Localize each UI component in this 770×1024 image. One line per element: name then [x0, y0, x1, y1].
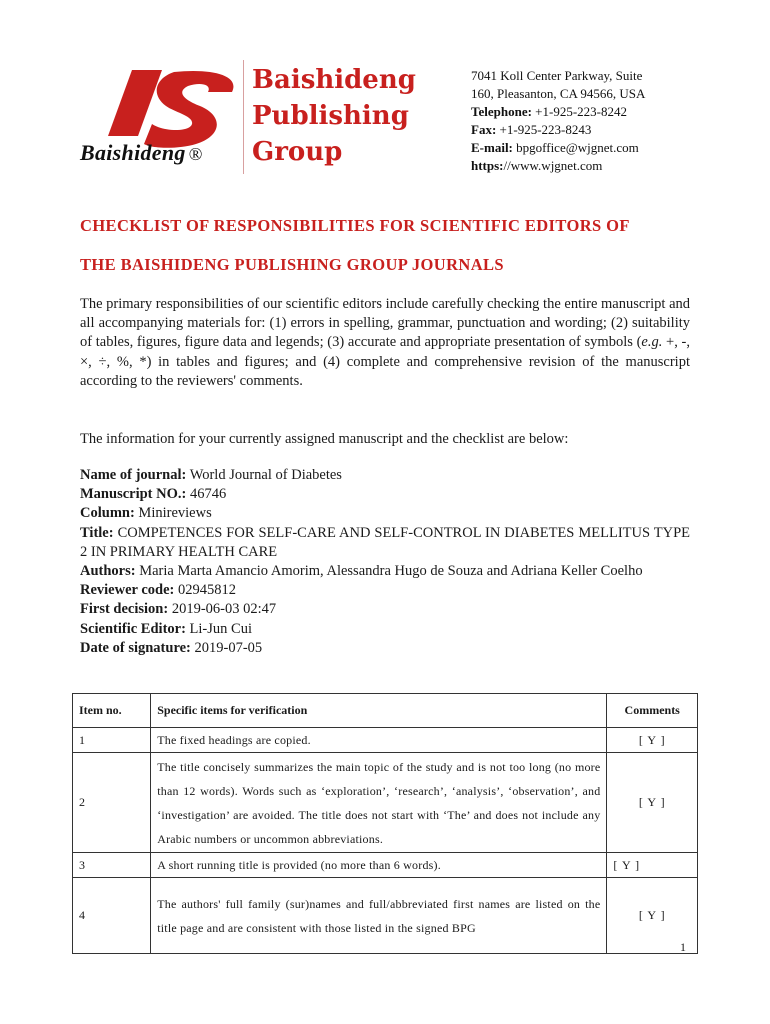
- fax: Fax: +1-925-223-8243: [471, 122, 592, 137]
- item-no: 2: [73, 753, 151, 853]
- decision-row: First decision: 2019-06-03 02:47: [80, 601, 277, 618]
- address-line: 7041 Koll Center Parkway, Suite: [471, 68, 643, 83]
- header-comments: Comments: [607, 694, 698, 728]
- title-row: Title: COMPETENCES FOR SELF-CARE AND SELF-CONTROL IN DIABETES MELLITUS TYPE 2 IN PRIMARY HEALTH CARE: [80, 524, 691, 560]
- title-line: CHECKLIST OF RESPONSIBILITIES FOR SCIENTIFIC EDITORS OF: [80, 216, 630, 235]
- item-text: The fixed headings are copied.: [151, 728, 607, 753]
- document-title: [80, 206, 692, 284]
- item-no: 4: [73, 878, 151, 954]
- page-number: 1: [680, 940, 686, 954]
- website: https://www.wjgnet.com: [471, 158, 603, 173]
- brand-line: Baishideng: [252, 65, 416, 95]
- item-comment: [ Y ]: [607, 728, 698, 753]
- column-row: Column: Minireviews: [80, 505, 212, 522]
- brand-name: [252, 62, 416, 170]
- item-comment: [ Y ]: [607, 878, 698, 954]
- website-link[interactable]: //www.wjgnet.com: [503, 158, 603, 173]
- logo-wordmark: Baishideng ®: [80, 140, 203, 165]
- header-specific-items: Specific items for verification: [151, 694, 607, 728]
- item-comment: [ Y ]: [607, 853, 698, 878]
- telephone: Telephone: +1-925-223-8242: [471, 104, 627, 119]
- email: E-mail: bpgoffice@wjgnet.com: [471, 140, 639, 155]
- table-header-row: [73, 694, 698, 728]
- brand-line: Publishing: [252, 101, 409, 131]
- logo-divider: [243, 60, 244, 174]
- item-text: The title concisely summarizes the main topic of the study and is not too long (no more than 12 words). Words such as ‘exploration’, ‘research’, ‘analysis’, ‘observation’, and ‘investigation’ are avoided. The title does not start with ‘The’ and does not include any Arabic numbers or uncommon abbreviations.: [151, 753, 607, 853]
- journal-row: Name of journal: World Journal of Diabetes: [80, 467, 342, 483]
- manuscript-info: [80, 466, 690, 658]
- intro-paragraph: The primary responsibilities of our scientific editors include carefully checking the entire manuscript and all accompanying materials for: (1) errors in spelling, grammar, punctuation and wording; (2) suitability of tables, figures, figure data and legends; (3) accurate and appropriate presentation of symbols (e.g. +, -, ×, ÷, %, *) in tables and figures; and (4) complete and comprehensive revision of the manuscript according to the reviewers' comments.: [80, 296, 691, 389]
- table-row: [73, 878, 698, 954]
- contact-block: [471, 67, 645, 175]
- reviewer-row: Reviewer code: 02945812: [80, 582, 236, 599]
- header-item-no: Item no.: [73, 694, 151, 728]
- manuscript-no-row: Manuscript NO.: 46746: [80, 486, 227, 503]
- authors-row: Authors: Maria Marta Amancio Amorim, Alessandra Hugo de Souza and Adriana Keller Coelho: [80, 563, 643, 580]
- email-link[interactable]: bpgoffice@wjgnet.com: [516, 140, 639, 155]
- table-row: [73, 728, 698, 753]
- checklist-table: [72, 693, 698, 954]
- info-paragraph: The information for your currently assigned manuscript and the checklist are below:: [80, 431, 569, 447]
- item-no: 3: [73, 853, 151, 878]
- table-row: [73, 753, 698, 853]
- item-no: 1: [73, 728, 151, 753]
- item-comment: [ Y ]: [607, 753, 698, 853]
- brand-line: Group: [252, 137, 343, 167]
- title-line: THE BAISHIDENG PUBLISHING GROUP JOURNALS: [80, 255, 504, 274]
- item-text: The authors' full family (sur)names and full/abbreviated first names are listed on the title page and are consistent with those listed in the signed BPG: [151, 878, 607, 954]
- address-line: 160, Pleasanton, CA 94566, USA: [471, 86, 646, 101]
- editor-row: Scientific Editor: Li-Jun Cui: [80, 620, 252, 637]
- item-text: A short running title is provided (no more than 6 words).: [151, 853, 607, 878]
- table-row: [73, 853, 698, 878]
- signature-row: Date of signature: 2019-07-05: [80, 639, 263, 656]
